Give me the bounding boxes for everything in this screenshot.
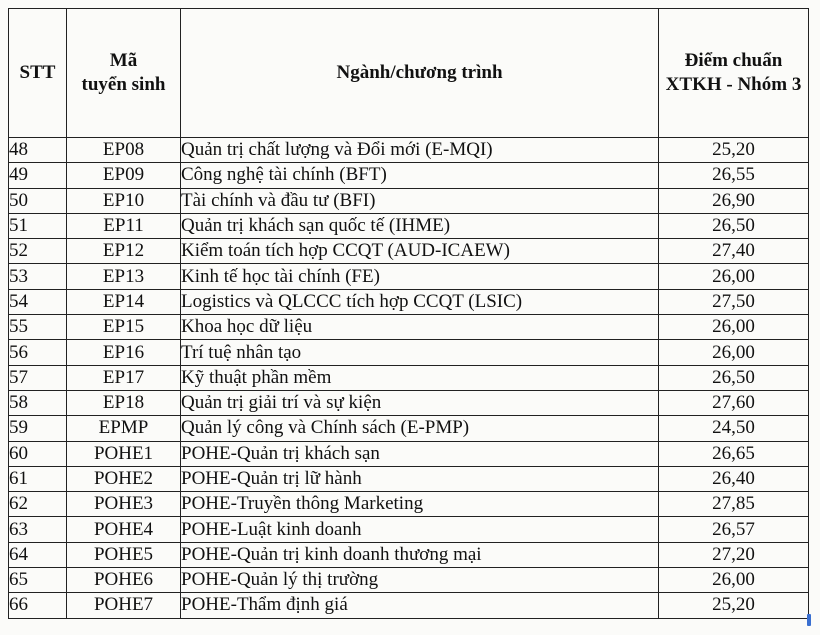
row-program-name: POHE-Quản trị kinh doanh thương mại <box>181 542 659 567</box>
row-admission-code: EP18 <box>67 390 181 415</box>
row-stt: 53 <box>9 264 67 289</box>
row-admission-code: POHE1 <box>67 441 181 466</box>
table-row <box>9 289 809 314</box>
row-admission-code: POHE5 <box>67 542 181 567</box>
row-cutoff-score: 26,90 <box>659 188 809 213</box>
header-program: Ngành/chương trình <box>181 9 659 138</box>
row-admission-code: EP09 <box>67 163 181 188</box>
row-stt: 51 <box>9 213 67 238</box>
row-program-name: Công nghệ tài chính (BFT) <box>181 163 659 188</box>
header-row <box>9 9 809 138</box>
row-program-name: Khoa học dữ liệu <box>181 315 659 340</box>
row-admission-code: EP13 <box>67 264 181 289</box>
row-cutoff-score: 25,20 <box>659 593 809 618</box>
row-program-name: Tài chính và đầu tư (BFI) <box>181 188 659 213</box>
row-cutoff-score: 27,40 <box>659 239 809 264</box>
row-cutoff-score: 26,50 <box>659 365 809 390</box>
row-admission-code: EP15 <box>67 315 181 340</box>
header-score-line1: Điểm chuẩn <box>684 50 783 71</box>
table-row <box>9 542 809 567</box>
row-cutoff-score: 26,00 <box>659 264 809 289</box>
table-row <box>9 517 809 542</box>
table-row <box>9 441 809 466</box>
row-admission-code: EP16 <box>67 340 181 365</box>
row-program-name: Kinh tế học tài chính (FE) <box>181 264 659 289</box>
row-stt: 61 <box>9 466 67 491</box>
row-stt: 50 <box>9 188 67 213</box>
header-cutoff-score <box>659 9 809 138</box>
row-cutoff-score: 26,65 <box>659 441 809 466</box>
row-stt: 64 <box>9 542 67 567</box>
table-row <box>9 213 809 238</box>
row-stt: 65 <box>9 568 67 593</box>
row-stt: 56 <box>9 340 67 365</box>
row-cutoff-score: 24,50 <box>659 416 809 441</box>
row-cutoff-score: 27,50 <box>659 289 809 314</box>
row-program-name: Kiểm toán tích hợp CCQT (AUD-ICAEW) <box>181 239 659 264</box>
row-program-name: Kỹ thuật phần mềm <box>181 365 659 390</box>
table-row <box>9 138 809 163</box>
table-row <box>9 492 809 517</box>
row-cutoff-score: 26,00 <box>659 568 809 593</box>
row-stt: 58 <box>9 390 67 415</box>
header-code-line1: Mã <box>109 50 138 71</box>
table-row <box>9 466 809 491</box>
table-row <box>9 568 809 593</box>
row-cutoff-score: 26,50 <box>659 213 809 238</box>
row-program-name: Quản trị giải trí và sự kiện <box>181 390 659 415</box>
row-admission-code: EP17 <box>67 365 181 390</box>
row-program-name: POHE-Quản lý thị trường <box>181 568 659 593</box>
row-stt: 48 <box>9 138 67 163</box>
row-stt: 63 <box>9 517 67 542</box>
table-body <box>9 138 809 619</box>
row-admission-code: EP08 <box>67 138 181 163</box>
row-cutoff-score: 27,20 <box>659 542 809 567</box>
row-program-name: POHE-Quản trị lữ hành <box>181 466 659 491</box>
table-row <box>9 239 809 264</box>
row-program-name: Quản trị chất lượng và Đổi mới (E-MQI) <box>181 138 659 163</box>
row-stt: 66 <box>9 593 67 618</box>
table-row <box>9 593 809 618</box>
row-stt: 59 <box>9 416 67 441</box>
edge-mark <box>807 614 811 626</box>
row-admission-code: EPMP <box>67 416 181 441</box>
row-admission-code: EP11 <box>67 213 181 238</box>
row-cutoff-score: 26,40 <box>659 466 809 491</box>
row-stt: 57 <box>9 365 67 390</box>
table-row <box>9 390 809 415</box>
table-row <box>9 315 809 340</box>
row-stt: 52 <box>9 239 67 264</box>
table-row <box>9 188 809 213</box>
header-code-line2: tuyển sinh <box>81 74 166 95</box>
row-cutoff-score: 25,20 <box>659 138 809 163</box>
row-program-name: Quản trị khách sạn quốc tế (IHME) <box>181 213 659 238</box>
table-row <box>9 340 809 365</box>
admission-score-table <box>8 8 809 619</box>
row-cutoff-score: 27,60 <box>659 390 809 415</box>
table-row <box>9 416 809 441</box>
row-admission-code: POHE2 <box>67 466 181 491</box>
header-score-line2: XTKH - Nhóm 3 <box>665 74 802 95</box>
row-program-name: POHE-Thẩm định giá <box>181 593 659 618</box>
table-row <box>9 365 809 390</box>
row-cutoff-score: 26,55 <box>659 163 809 188</box>
row-admission-code: EP10 <box>67 188 181 213</box>
row-program-name: Trí tuệ nhân tạo <box>181 340 659 365</box>
row-cutoff-score: 26,57 <box>659 517 809 542</box>
row-cutoff-score: 27,85 <box>659 492 809 517</box>
row-admission-code: EP14 <box>67 289 181 314</box>
row-admission-code: POHE6 <box>67 568 181 593</box>
row-cutoff-score: 26,00 <box>659 340 809 365</box>
row-admission-code: POHE7 <box>67 593 181 618</box>
row-stt: 55 <box>9 315 67 340</box>
row-program-name: POHE-Quản trị khách sạn <box>181 441 659 466</box>
row-admission-code: POHE4 <box>67 517 181 542</box>
row-program-name: POHE-Luật kinh doanh <box>181 517 659 542</box>
row-stt: 54 <box>9 289 67 314</box>
row-program-name: Quản lý công và Chính sách (E-PMP) <box>181 416 659 441</box>
row-program-name: Logistics và QLCCC tích hợp CCQT (LSIC) <box>181 289 659 314</box>
row-stt: 62 <box>9 492 67 517</box>
header-stt: STT <box>9 9 67 138</box>
row-stt: 60 <box>9 441 67 466</box>
row-stt: 49 <box>9 163 67 188</box>
table-row <box>9 163 809 188</box>
row-admission-code: EP12 <box>67 239 181 264</box>
table-header <box>9 9 809 138</box>
row-program-name: POHE-Truyền thông Marketing <box>181 492 659 517</box>
header-admission-code <box>67 9 181 138</box>
row-cutoff-score: 26,00 <box>659 315 809 340</box>
row-admission-code: POHE3 <box>67 492 181 517</box>
table-row <box>9 264 809 289</box>
